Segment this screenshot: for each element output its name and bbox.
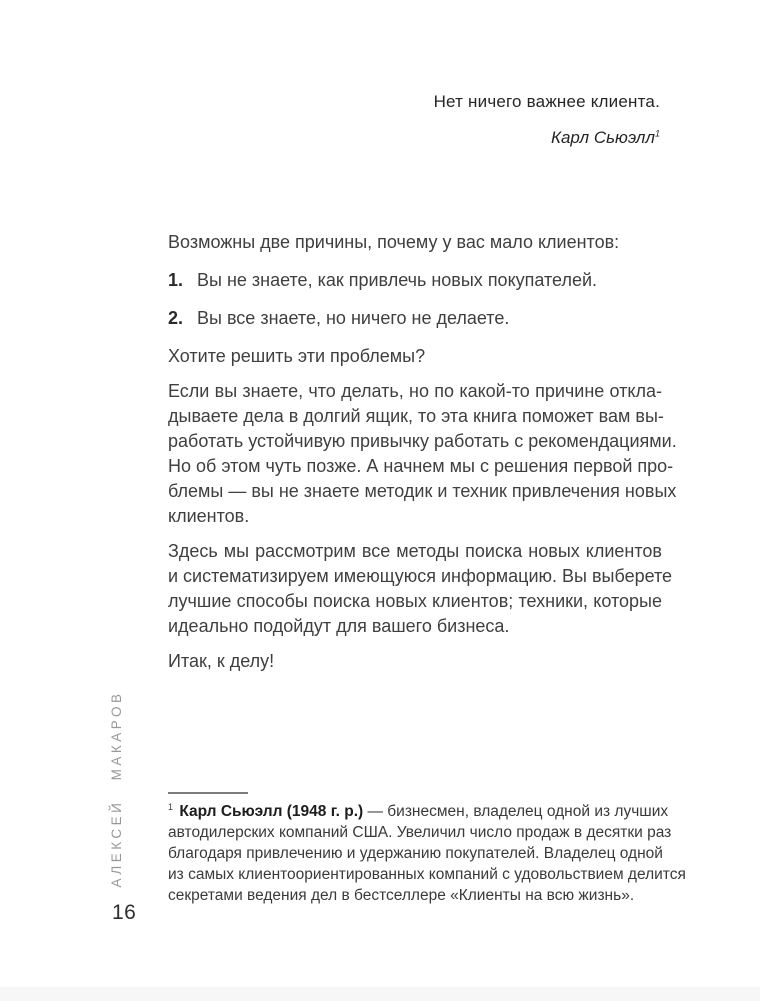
list-item-1-text: Вы не знаете, как привлечь новых покупателей. bbox=[197, 270, 598, 290]
footnote-first-line bbox=[168, 801, 669, 822]
main-text-column bbox=[168, 230, 677, 684]
text-line: благодаря привлечению и удержанию покупателей. Владелец одной bbox=[168, 845, 663, 862]
text-line: Если вы знаете, что делать, но по какой-то причине откла- bbox=[168, 381, 662, 401]
text-line: блемы — вы не знаете методик и техник привлечения новых bbox=[168, 481, 677, 501]
text-line: автодилерских компаний США. Увеличил число продаж в десятки раз bbox=[168, 824, 672, 841]
closing-paragraph: Итак, к делу! bbox=[168, 651, 275, 671]
paragraph-2 bbox=[168, 539, 673, 639]
text-line: идеально подойдут для вашего бизнеса. bbox=[168, 616, 510, 636]
epigraph-author bbox=[240, 128, 660, 148]
sidebar-author-name: АЛЕКСЕЙ МАКАРОВ bbox=[109, 690, 124, 888]
page-bottom-shading bbox=[0, 987, 760, 1001]
text-line: из самых клиентоориентированных компаний с удовольствием делится bbox=[168, 866, 686, 883]
text-line: клиентов. bbox=[168, 506, 250, 526]
epigraph-quote: Нет ничего важнее клиента. bbox=[433, 92, 660, 111]
footnote-body bbox=[168, 822, 686, 906]
epigraph-author-name: Карл Сьюэлл bbox=[550, 128, 655, 147]
list-item-2-text: Вы все знаете, но ничего не делаете. bbox=[197, 308, 510, 328]
text-line: дываете дела в долгий ящик, то эта книга поможет вам вы- bbox=[168, 406, 664, 426]
text-line: Но об этом чуть позже. А начнем мы с решения первой про- bbox=[168, 456, 674, 476]
footnote-first-line-rest: — бизнесмен, владелец одной из лучших bbox=[367, 803, 669, 820]
text-line: секретами ведения дел в бестселлере «Клиенты на всю жизнь». bbox=[168, 887, 635, 904]
footnote-ref: 1 bbox=[168, 801, 174, 812]
footnote-person-name: Карл Сьюэлл (1948 г. р.) bbox=[179, 803, 364, 820]
question-paragraph: Хотите решить эти проблемы? bbox=[168, 346, 426, 366]
text-line: работать устойчивую привычку работать с рекомендациями. bbox=[168, 431, 677, 451]
list-item-1 bbox=[168, 268, 662, 293]
list-item-2-number: 2. bbox=[168, 308, 184, 328]
text-line: Здесь мы рассмотрим все методы поиска новых клиентов bbox=[168, 541, 662, 561]
text-line: и систематизируем имеющуюся информацию. Вы выберете bbox=[168, 566, 673, 586]
list-item-1-number: 1. bbox=[168, 270, 184, 290]
epigraph bbox=[240, 92, 660, 148]
list-item-2 bbox=[168, 306, 662, 331]
epigraph-footnote-ref: 1 bbox=[654, 128, 660, 139]
footnote-rule bbox=[168, 792, 248, 794]
page-number: 16 bbox=[112, 901, 137, 924]
paragraph-1 bbox=[168, 379, 677, 529]
intro-paragraph: Возможны две причины, почему у вас мало клиентов: bbox=[168, 232, 620, 252]
text-line: лучшие способы поиска новых клиентов; техники, которые bbox=[168, 591, 662, 611]
footnote bbox=[168, 792, 686, 906]
